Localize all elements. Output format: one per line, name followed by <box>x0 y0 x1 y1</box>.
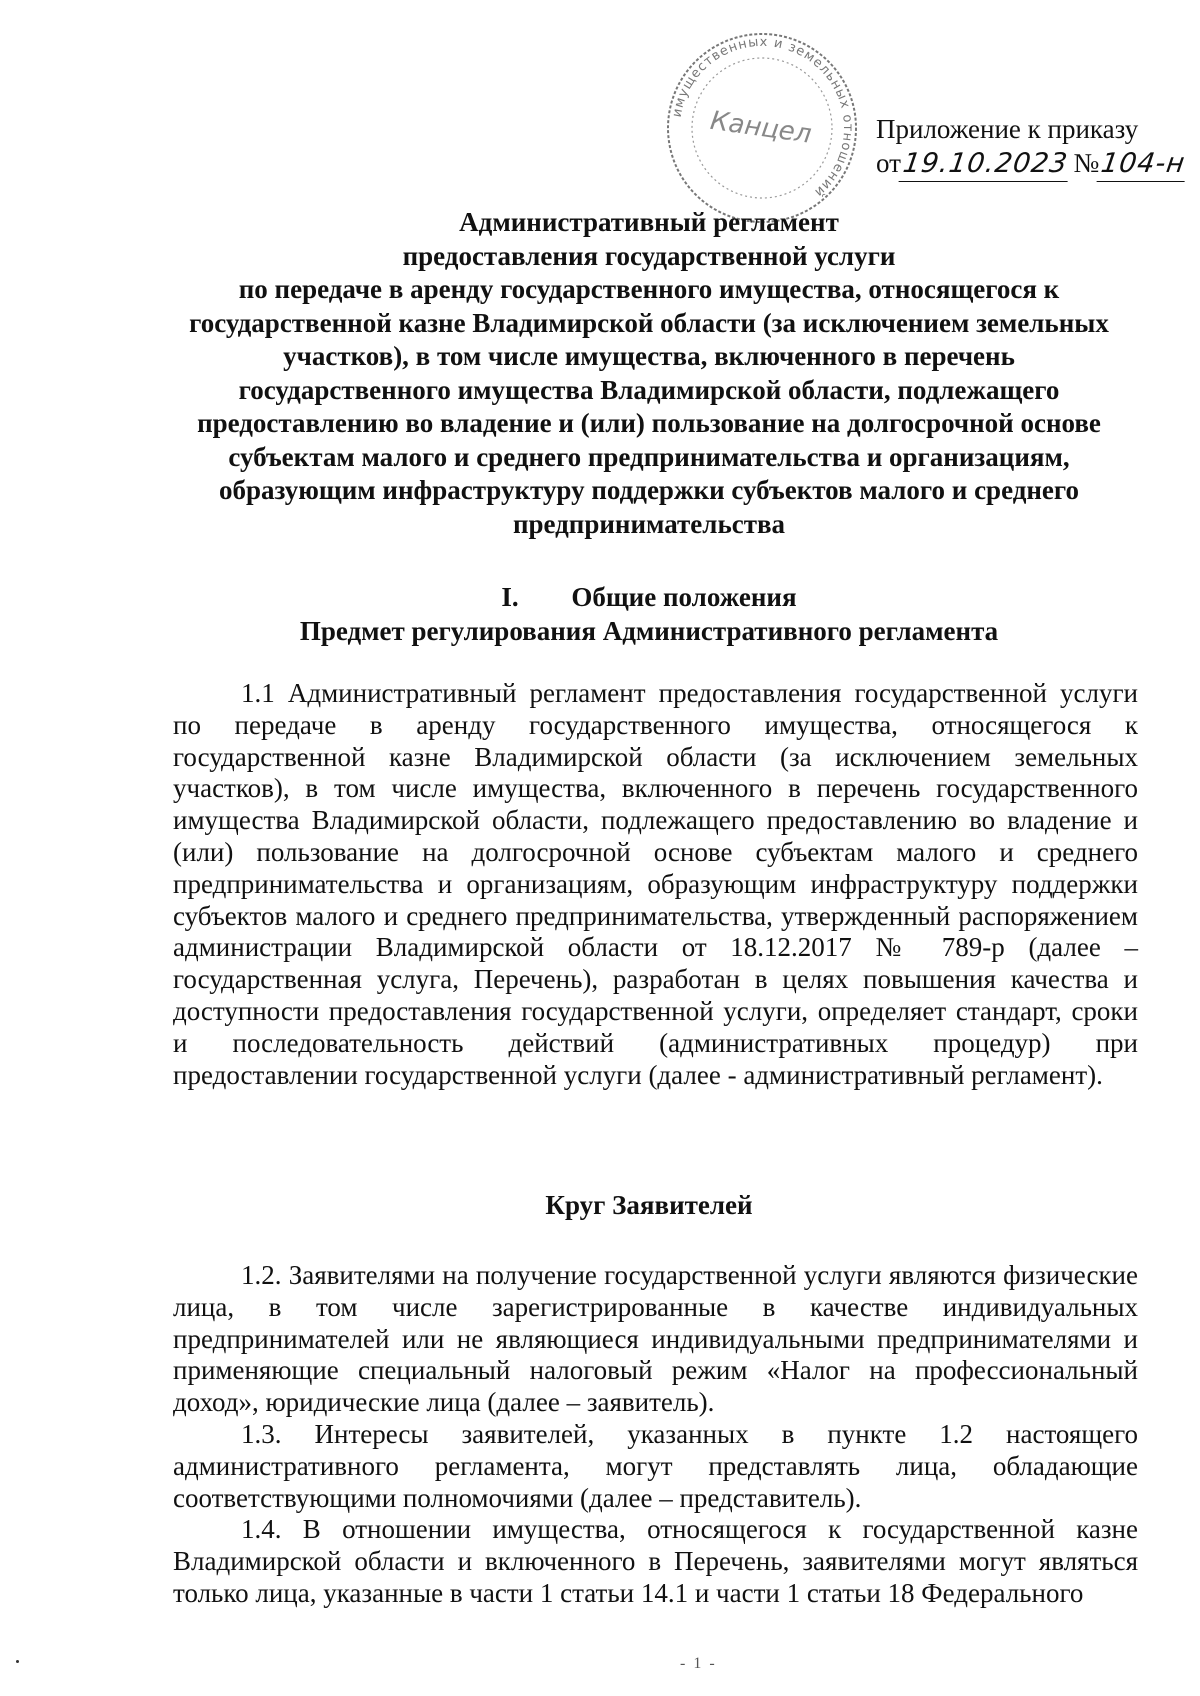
title-line: государственной казне Владимирской области (за исключением земельных <box>189 307 1109 338</box>
paragraph-1-4: 1.4. В отношении имущества, относящегося к государственной казне Владимирской области и включенного в Перечень, заявителями могут являться только лица, указанные в части 1 статьи 14.1 и части 1 статьи 18 Федерального <box>173 1514 1138 1608</box>
section-number: I. <box>501 582 519 612</box>
title-line: субъектам малого и среднего предпринимательства и организациям, <box>228 441 1070 472</box>
title-line: предоставления государственной услуги <box>402 240 896 271</box>
document-title <box>160 206 1138 541</box>
title-line: предпринимательства <box>512 508 786 539</box>
section-general-provisions <box>160 580 1138 648</box>
title-line: предоставлению во владение и (или) пользование на долгосрочной основе <box>197 408 1101 438</box>
paragraphs-applicants <box>173 1260 1138 1610</box>
title-line: по передаче в аренду государственного имущества, относящегося к <box>238 274 1060 304</box>
section-heading <box>160 580 1138 614</box>
title-line: государственного имущества Владимирской области, подлежащего <box>238 374 1060 405</box>
appendix-reference <box>876 112 1187 182</box>
title-line: участков), в том числе имущества, включенного в перечень <box>283 341 1015 371</box>
section-subheading: Предмет регулирования Административного регламента <box>299 616 999 646</box>
page-number: - 1 - <box>680 1655 717 1672</box>
office-stamp <box>662 28 862 228</box>
title-line: образующим инфраструктуру поддержки субъектов малого и среднего <box>219 475 1079 505</box>
paragraph-1-1 <box>173 678 1138 1091</box>
appendix-date-row <box>876 146 1187 182</box>
section-title: Общие положения <box>571 582 797 612</box>
paragraph-text: 1.1 Административный регламент предоставления государственной услуги по передаче в аренду государственного имущества, относящегося к государственной казне Владимирской области (за исключением земельных участков), в том числе имущества, включенного в перечень государственного имущества Владимирской области, подлежащего предоставлению во владение и (или) пользование на долгосрочной основе субъектам малого и среднего предпринимательства и организациям, образующим инфраструктуру поддержки субъектов малого и среднего предпринимательства, утвержденный распоряжением администрации Владимирской области от 18.12.2017 № 789-р (далее – государственная услуга, Перечень), разработан в целях повышения качества и доступности предоставления государственной услуги, определяет стандарт, сроки и последовательность действий (административных процедур) при предоставлении государственной услуги (далее - административный регламент). <box>173 678 1138 1090</box>
svg-text:Канцел: Канцел <box>708 105 814 150</box>
appendix-date: 19.10.2023 <box>898 147 1072 182</box>
appendix-number-label: № <box>1073 148 1100 178</box>
title-line: Административный регламент <box>459 207 839 237</box>
appendix-number: 104-н <box>1097 147 1190 182</box>
paragraph-1-2: 1.2. Заявителями на получение государственной услуги являются физические лица, в том числе зарегистрированные в качестве индивидуальных предпринимателей или не являющиеся индивидуальными предпринимателями и применяющие специальный налоговый режим «Налог на профессиональный доход», юридические лица (далее – заявитель). <box>173 1260 1138 1418</box>
appendix-from-label: от <box>876 148 901 178</box>
section-heading: Круг Заявителей <box>545 1190 753 1220</box>
scan-speck <box>16 1660 19 1663</box>
section-applicants <box>160 1188 1138 1222</box>
paragraph-1-3: 1.3. Интересы заявителей, указанных в пункте 1.2 настоящего административного регламента, могут представлять лица, обладающие соответствующими полномочиями (далее – представитель). <box>173 1418 1138 1513</box>
svg-text:имущественных и земельных отно: имущественных и земельных отношений <box>669 34 856 201</box>
appendix-title: Приложение к приказу <box>876 114 1139 144</box>
